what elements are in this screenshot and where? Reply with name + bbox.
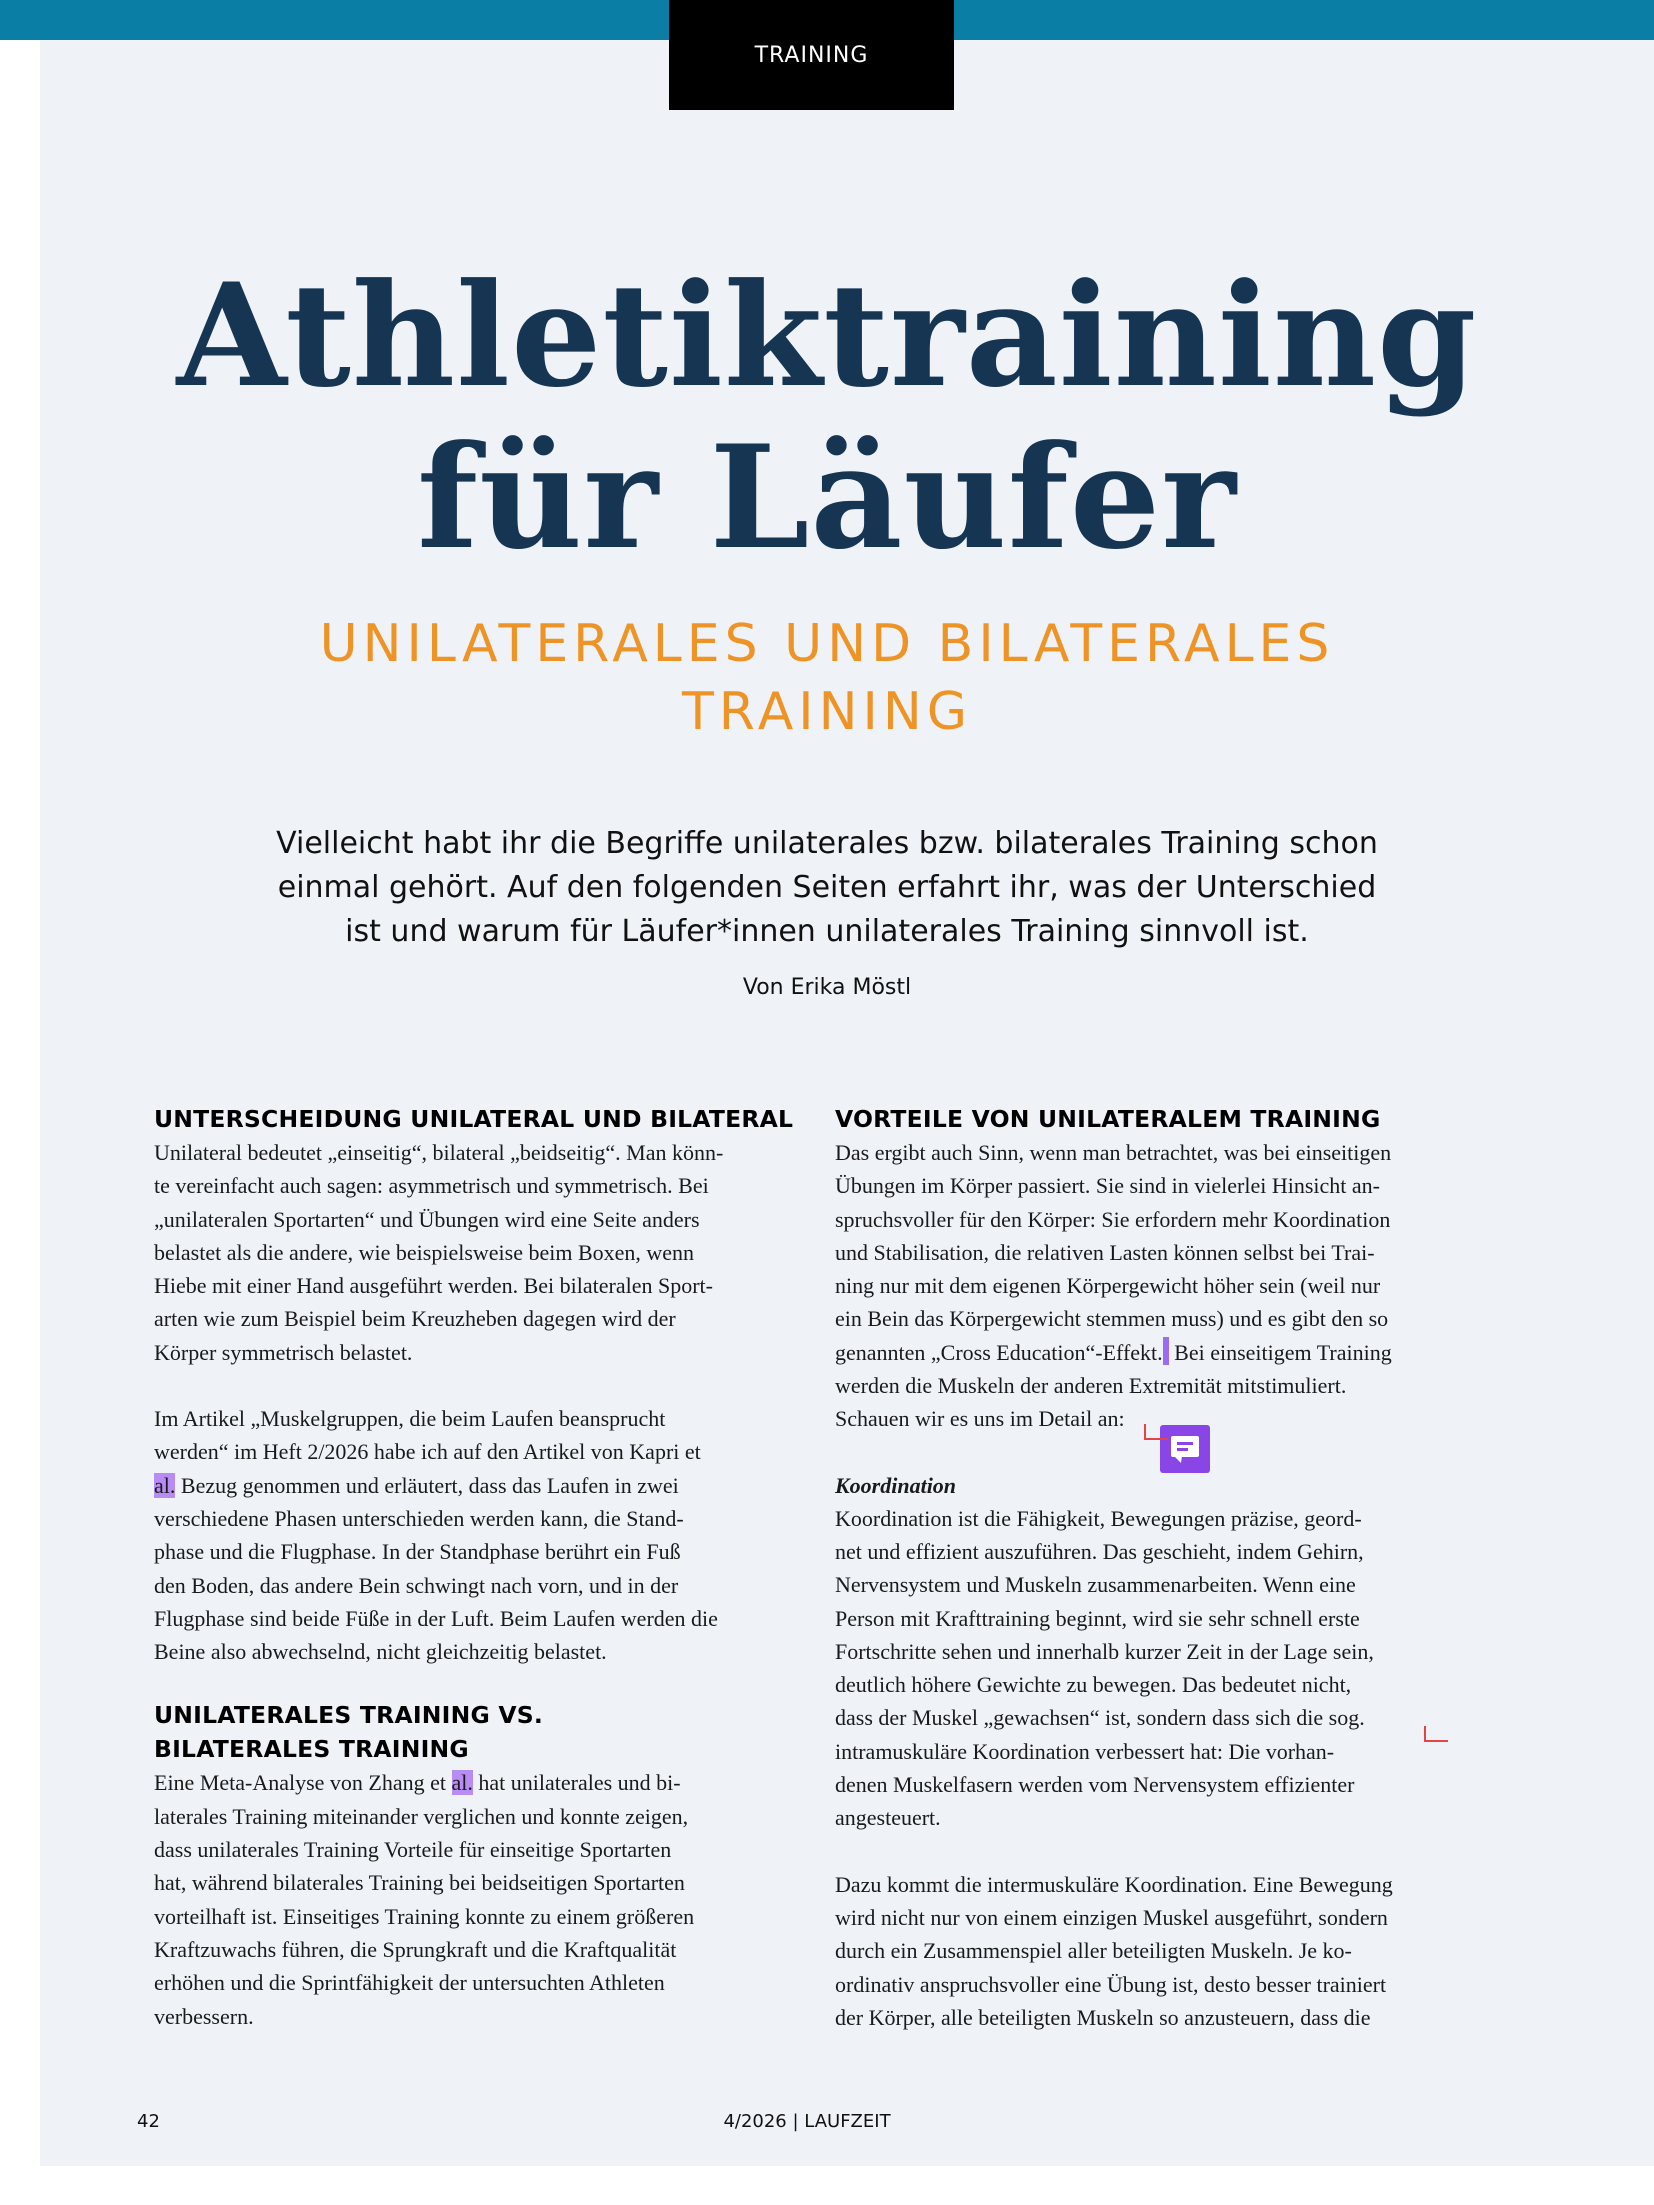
text-line: wird nicht nur von einem einzigen Muskel ausgeführt, sondern — [835, 1904, 1388, 1930]
text-line: denen Muskelfasern werden vom Nervensystem effizienter — [835, 1772, 1355, 1798]
text-line: verbessern. — [154, 2003, 254, 2029]
text-line: und Stabilisation, die relativen Lasten können selbst bei Trai- — [835, 1239, 1375, 1265]
comment-bubble-shape — [1171, 1436, 1199, 1457]
text-line: Unilateral bedeutet „einseitig“, bilateral „beidseitig“. Man könn- — [154, 1140, 724, 1165]
text-line: erhöhen und die Sprintfähigkeit der untersuchten Athleten — [154, 1970, 665, 1996]
text-line: ein Bein das Körpergewicht stemmen muss) und es gibt den so — [835, 1306, 1389, 1332]
text-line: laterales Training miteinander verglichen und konnte zeigen, — [154, 1803, 689, 1829]
intro-line: ist und warum für Läufer*innen unilaterales Training sinnvoll ist. — [345, 914, 1309, 949]
text-line: intramuskuläre Koordination verbessert hat: Die vorhan- — [835, 1738, 1335, 1764]
issue-footer: 4/2026 | LAUFZEIT — [723, 2111, 891, 2132]
page-number: 42 — [137, 2111, 160, 2132]
text-line: ning nur mit dem eigenen Körpergewicht höher sein (weil nur — [835, 1273, 1381, 1299]
text-line: Das ergibt auch Sinn, wenn man betrachtet, was bei einseitigen — [835, 1140, 1392, 1165]
text-line: net und effizient auszuführen. Das geschieht, indem Gehirn, — [835, 1538, 1364, 1564]
text-line: Hiebe mit einer Hand ausgeführt werden. Bei bilateralen Sport- — [154, 1273, 713, 1299]
text-line: Übungen im Körper passiert. Sie sind in vielerlei Hinsicht an- — [835, 1173, 1380, 1199]
subtitle-line-1: UNILATERALES UND BILATERALES — [319, 614, 1335, 674]
intro-line: Vielleicht habt ihr die Begriffe unilaterales bzw. bilaterales Training schon — [276, 826, 1378, 861]
text-line: Im Artikel „Muskelgruppen, die beim Laufen beansprucht — [154, 1406, 666, 1432]
text-line: Fortschritte sehen und innerhalb kurzer Zeit in der Lage sein, — [835, 1638, 1374, 1664]
subheading-koordination: Koordination — [835, 1472, 957, 1498]
text-span: Bezug genommen und erläutert, dass das Laufen in zwei — [175, 1472, 679, 1498]
text-line: der Körper, alle beteiligten Muskeln so anzusteuern, dass die — [835, 2004, 1371, 2030]
text-line: „unilateralen Sportarten“ und Übungen wird eine Seite anders — [154, 1206, 700, 1232]
text-line: werden“ im Heft 2/2026 habe ich auf den Artikel von Kapri et — [154, 1439, 701, 1465]
text-line: phase und die Flugphase. In der Standphase berührt ein Fuß — [154, 1539, 681, 1565]
text-line: Person mit Krafttraining beginnt, wird sie sehr schnell erste — [835, 1605, 1360, 1631]
text-line: te vereinfacht auch sagen: asymmetrisch und symmetrisch. Bei — [154, 1173, 709, 1199]
title-line-1: Athletiktraining — [176, 253, 1478, 419]
text-line: durch ein Zusammenspiel aller beteiligten Muskeln. Je ko- — [835, 1938, 1352, 1964]
comment-line-shape — [1177, 1448, 1188, 1451]
insert-mark-annotation[interactable] — [1144, 1424, 1168, 1440]
text-span: Bei einseitigem Training — [1168, 1339, 1392, 1365]
insert-mark-annotation[interactable] — [1424, 1726, 1448, 1742]
heading-line: BILATERALES TRAINING — [154, 1735, 469, 1764]
text-line: verschiedene Phasen unterschieden werden kann, die Stand- — [154, 1505, 684, 1531]
paragraph — [154, 1136, 794, 1369]
title-line-2: für Läufer — [417, 415, 1237, 581]
paragraph — [154, 1766, 794, 2032]
text-line: deutlich höhere Gewichte zu bewegen. Das bedeutet nicht, — [835, 1672, 1352, 1698]
heading-unterscheidung: UNTERSCHEIDUNG UNILATERAL UND BILATERAL — [154, 1105, 794, 1133]
text-line: spruchsvoller für den Körper: Sie erfordern mehr Koordination — [835, 1206, 1391, 1232]
highlight-annotation[interactable]: al. — [451, 1770, 473, 1796]
text-line: hat, während bilaterales Training bei beidseitigen Sportarten — [154, 1870, 685, 1896]
text-line: Kraftzuwachs führen, die Sprungkraft und die Kraftqualität — [154, 1936, 677, 1962]
text-span: Eine Meta-Analyse von Zhang et — [154, 1770, 452, 1796]
text-span: hat unilaterales und bi- — [472, 1770, 681, 1796]
subtitle-line-2: TRAINING — [681, 682, 973, 742]
text-line: angesteuert. — [835, 1805, 941, 1831]
text-line: Schauen wir es uns im Detail an: — [835, 1406, 1125, 1432]
text-line: dass unilaterales Training Vorteile für einseitige Sportarten — [154, 1837, 672, 1863]
article-title — [0, 255, 1654, 579]
byline: Von Erika Möstl — [742, 975, 912, 1000]
article-subtitle — [0, 610, 1654, 746]
text-line: Beine also abwechselnd, nicht gleichzeitig belastet. — [154, 1639, 607, 1665]
text-line: den Boden, das andere Bein schwingt nach vorn, und in der — [154, 1572, 679, 1598]
comment-line-shape — [1177, 1442, 1193, 1445]
text-line — [154, 1766, 794, 1799]
intro-text — [230, 822, 1424, 954]
text-line: dass der Muskel „gewachsen“ ist, sondern dass sich die sog. — [835, 1705, 1365, 1731]
paragraph — [835, 1136, 1475, 1436]
section-tab: TRAINING — [669, 0, 954, 110]
text-line: arten wie zum Beispiel beim Kreuzheben dagegen wird der — [154, 1306, 676, 1332]
text-line: belastet als die andere, wie beispielsweise beim Boxen, wenn — [154, 1239, 695, 1265]
intro-line: einmal gehört. Auf den folgenden Seiten erfahrt ihr, was der Unterschied — [277, 870, 1377, 905]
comment-tail-shape — [1174, 1456, 1182, 1463]
paragraph — [835, 1868, 1475, 2034]
text-line: ordinativ anspruchsvoller eine Übung ist, desto besser trainiert — [835, 1971, 1387, 1997]
text-span: genannten „Cross Education“-Effekt. — [835, 1339, 1163, 1365]
paragraph — [154, 1402, 794, 1668]
paragraph — [835, 1502, 1475, 1835]
heading-unilaterales-vs-bilaterales — [154, 1698, 794, 1766]
text-line — [154, 1469, 794, 1502]
text-line: Körper symmetrisch belastet. — [154, 1339, 413, 1365]
highlight-annotation[interactable]: al. — [154, 1472, 176, 1498]
text-line: vorteilhaft ist. Einseitiges Training konnte zu einem größeren — [154, 1903, 695, 1929]
heading-line: UNILATERALES TRAINING VS. — [154, 1701, 543, 1730]
text-line: werden die Muskeln der anderen Extremität mitstimuliert. — [835, 1373, 1347, 1399]
heading-vorteile: VORTEILE VON UNILATERALEM TRAINING — [835, 1105, 1381, 1133]
text-line: Dazu kommt die intermuskuläre Koordination. Eine Bewegung — [835, 1871, 1393, 1897]
right-column — [835, 1102, 1475, 2034]
text-line — [835, 1336, 1475, 1369]
text-line: Koordination ist die Fähigkeit, Bewegungen präzise, geord- — [835, 1505, 1362, 1531]
text-line: Flugphase sind beide Füße in der Luft. Beim Laufen werden die — [154, 1605, 718, 1631]
text-line: Nervensystem und Muskeln zusammenarbeiten. Wenn eine — [835, 1572, 1356, 1598]
left-column — [154, 1102, 794, 2033]
